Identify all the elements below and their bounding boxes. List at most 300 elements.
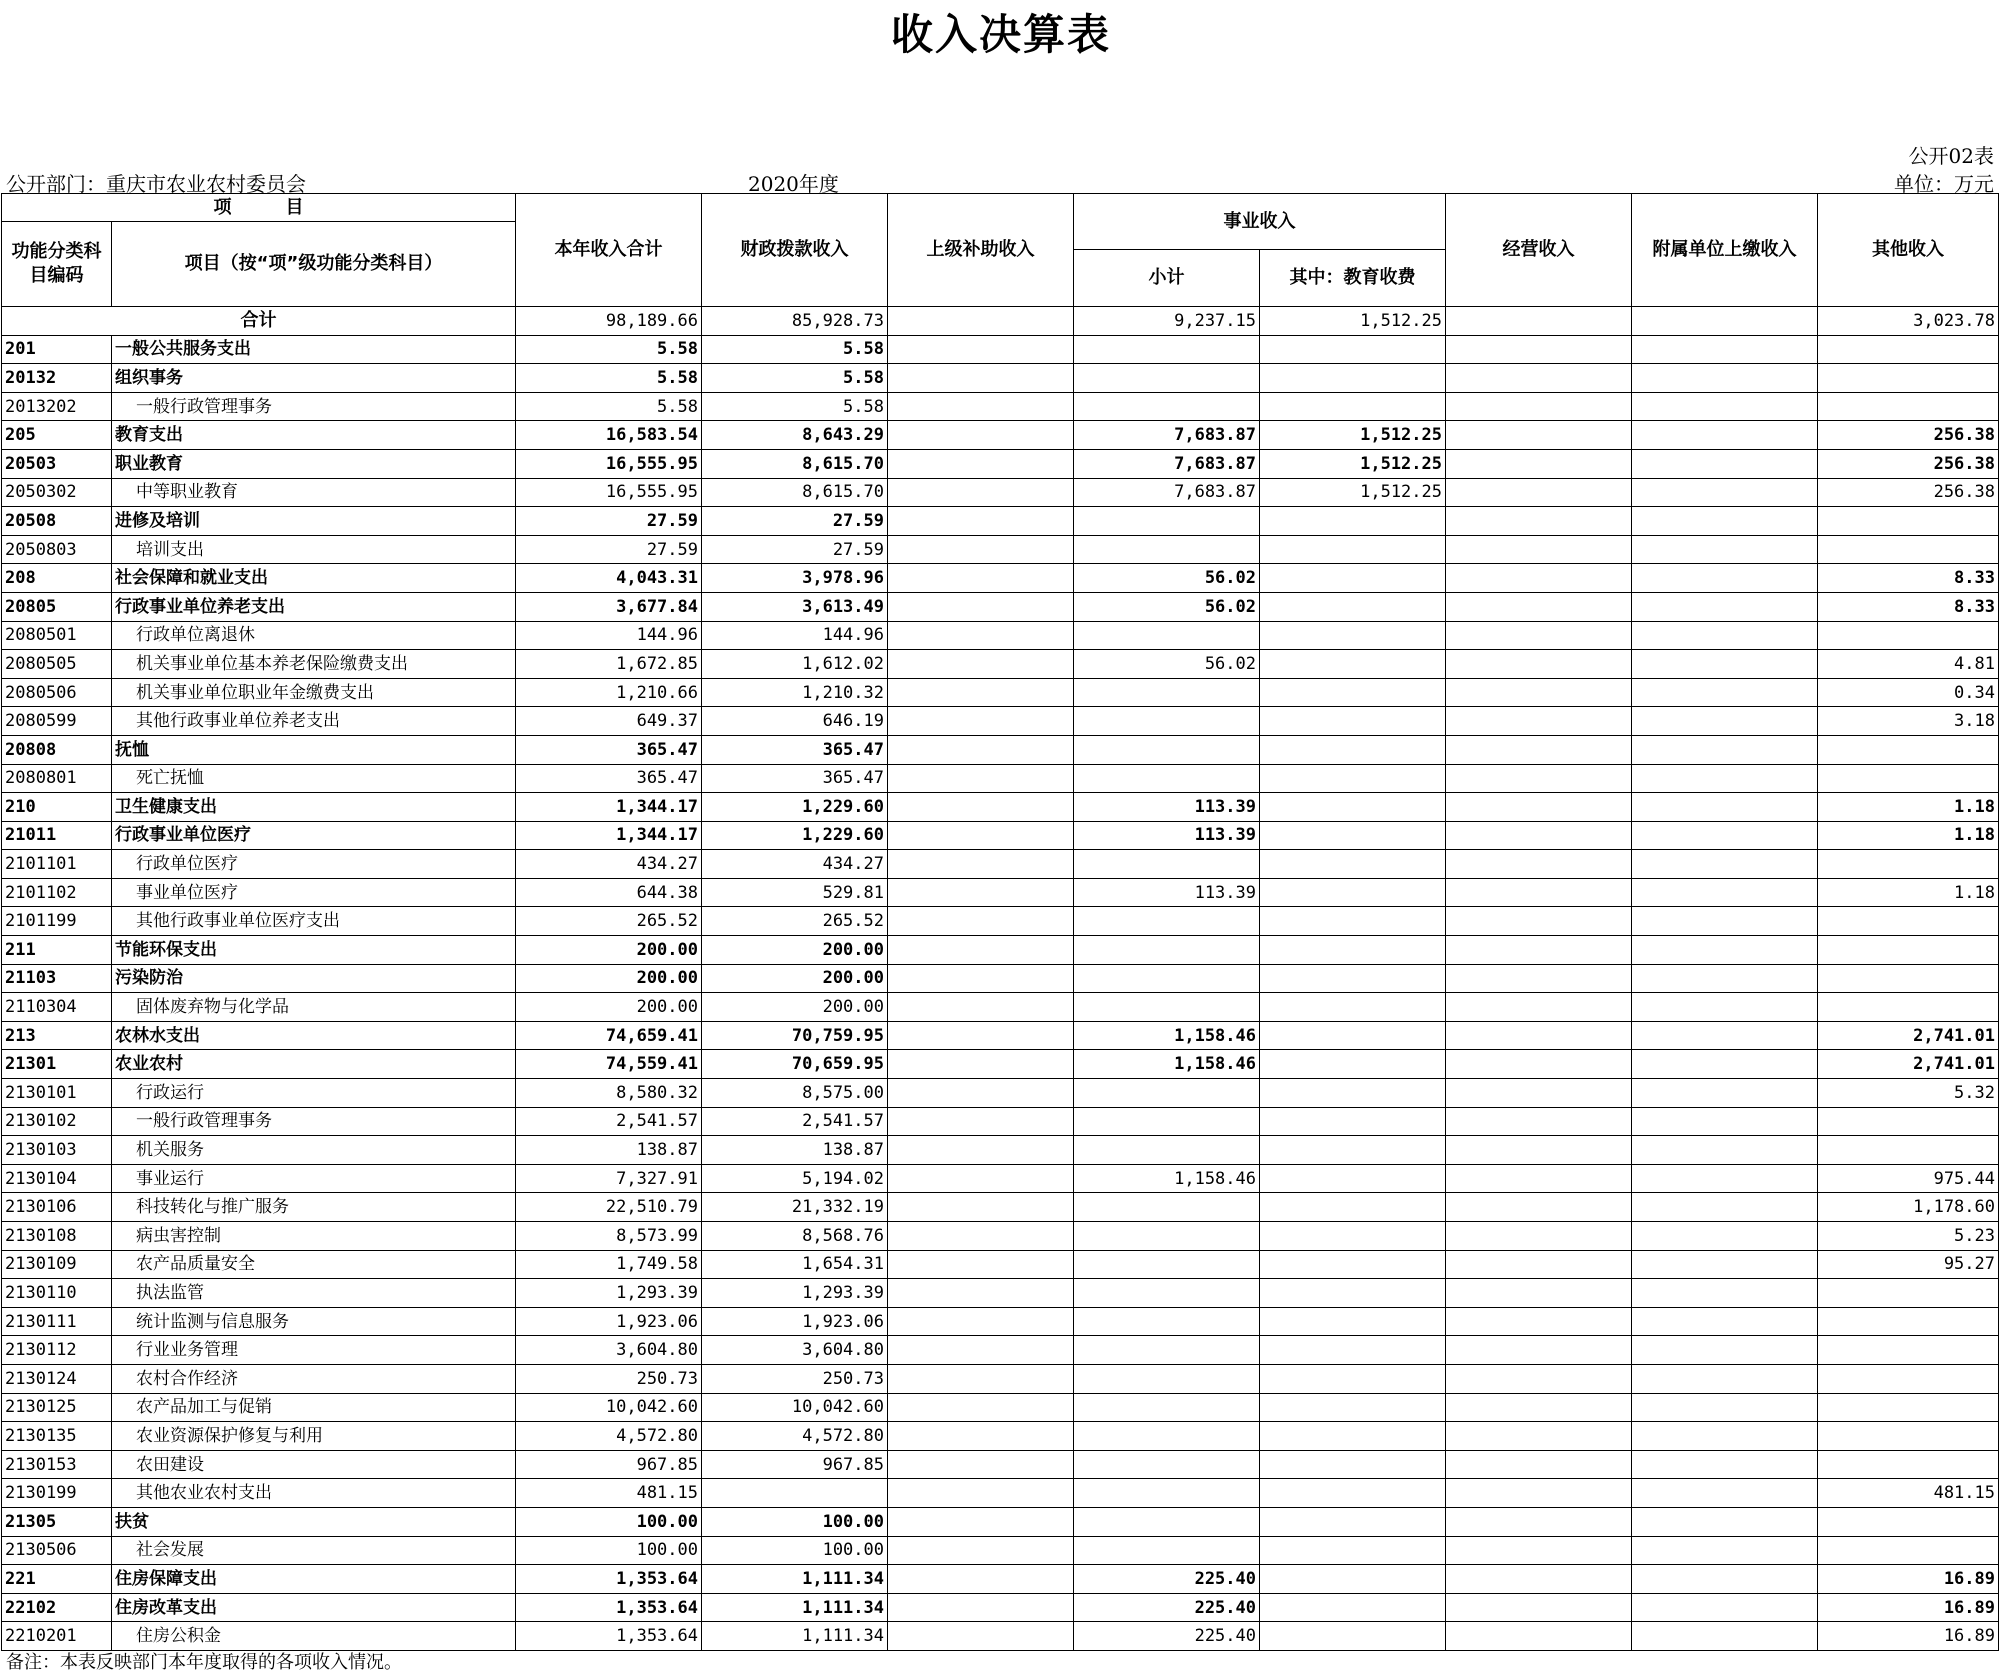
operating-cell	[1446, 764, 1632, 793]
superior-cell	[888, 678, 1074, 707]
operating-cell	[1446, 735, 1632, 764]
total-cell: 27.59	[516, 507, 702, 536]
superior-cell	[888, 421, 1074, 450]
edu-fee-cell	[1260, 535, 1446, 564]
superior-cell	[888, 1422, 1074, 1451]
operating-cell	[1446, 478, 1632, 507]
name-cell: 住房改革支出	[112, 1593, 516, 1622]
affiliated-cell	[1632, 1136, 1818, 1165]
edu-fee-cell	[1260, 564, 1446, 593]
superior-cell	[888, 936, 1074, 965]
total-cell: 138.87	[516, 1136, 702, 1165]
code-cell: 20503	[2, 449, 112, 478]
superior-cell	[888, 449, 1074, 478]
code-cell: 2130111	[2, 1307, 112, 1336]
code-cell: 20805	[2, 592, 112, 621]
edu-fee-cell	[1260, 1021, 1446, 1050]
other-cell: 16.89	[1818, 1565, 1999, 1594]
edu-fee-cell	[1260, 1164, 1446, 1193]
other-cell	[1818, 936, 1999, 965]
name-cell: 行政运行	[112, 1079, 516, 1108]
operating-cell	[1446, 993, 1632, 1022]
table-row	[2, 1136, 1999, 1165]
subtotal-cell	[1074, 936, 1260, 965]
affiliated-cell	[1632, 421, 1818, 450]
fiscal-cell: 70,759.95	[702, 1021, 888, 1050]
footnote: 备注：本表反映部门本年度取得的各项收入情况。	[6, 1652, 402, 1673]
operating-cell	[1446, 1050, 1632, 1079]
total-cell: 98,189.66	[516, 307, 702, 336]
table-row	[2, 1164, 1999, 1193]
affiliated-cell	[1632, 707, 1818, 736]
affiliated-cell	[1632, 564, 1818, 593]
code-cell: 2080599	[2, 707, 112, 736]
total-cell: 1,293.39	[516, 1279, 702, 1308]
fiscal-cell: 200.00	[702, 993, 888, 1022]
other-cell	[1818, 1307, 1999, 1336]
code-cell: 205	[2, 421, 112, 450]
other-cell	[1818, 735, 1999, 764]
table-row	[2, 1250, 1999, 1279]
superior-cell	[888, 1021, 1074, 1050]
affiliated-cell	[1632, 592, 1818, 621]
superior-cell	[888, 1307, 1074, 1336]
affiliated-cell	[1632, 335, 1818, 364]
other-cell	[1818, 1364, 1999, 1393]
fiscal-cell: 646.19	[702, 707, 888, 736]
fiscal-cell	[702, 1479, 888, 1508]
superior-cell	[888, 1193, 1074, 1222]
fiscal-cell: 4,572.80	[702, 1422, 888, 1451]
code-cell: 2130102	[2, 1107, 112, 1136]
edu-fee-cell	[1260, 1222, 1446, 1251]
table-row	[2, 449, 1999, 478]
total-cell: 16,583.54	[516, 421, 702, 450]
total-cell: 3,604.80	[516, 1336, 702, 1365]
total-cell: 8,580.32	[516, 1079, 702, 1108]
code-cell: 2080505	[2, 650, 112, 679]
fiscal-cell: 1,111.34	[702, 1593, 888, 1622]
name-cell: 抚恤	[112, 735, 516, 764]
name-cell: 行政事业单位医疗	[112, 821, 516, 850]
fiscal-cell: 5.58	[702, 364, 888, 393]
subtotal-cell: 9,237.15	[1074, 307, 1260, 336]
other-cell	[1818, 1336, 1999, 1365]
subtotal-cell: 225.40	[1074, 1622, 1260, 1651]
code-cell: 21103	[2, 964, 112, 993]
table-row	[2, 878, 1999, 907]
operating-cell	[1446, 1536, 1632, 1565]
year-label: 2020年度	[748, 172, 839, 196]
other-cell: 1.18	[1818, 793, 1999, 822]
table-row	[2, 535, 1999, 564]
other-cell	[1818, 364, 1999, 393]
edu-fee-cell	[1260, 1507, 1446, 1536]
header-edu-fee: 其中：教育收费	[1260, 250, 1446, 307]
edu-fee-cell	[1260, 821, 1446, 850]
other-cell	[1818, 392, 1999, 421]
table-row	[2, 392, 1999, 421]
edu-fee-cell	[1260, 1593, 1446, 1622]
total-label: 合计	[2, 307, 516, 336]
total-cell: 144.96	[516, 621, 702, 650]
operating-cell	[1446, 878, 1632, 907]
fiscal-cell: 1,111.34	[702, 1622, 888, 1651]
affiliated-cell	[1632, 793, 1818, 822]
total-row	[2, 307, 1999, 336]
superior-cell	[888, 1136, 1074, 1165]
superior-cell	[888, 1450, 1074, 1479]
total-cell: 3,677.84	[516, 592, 702, 621]
other-cell	[1818, 1536, 1999, 1565]
code-cell: 20132	[2, 364, 112, 393]
superior-cell	[888, 364, 1074, 393]
code-cell: 2130109	[2, 1250, 112, 1279]
table-row	[2, 335, 1999, 364]
code-cell: 211	[2, 936, 112, 965]
affiliated-cell	[1632, 478, 1818, 507]
total-cell: 434.27	[516, 850, 702, 879]
operating-cell	[1446, 421, 1632, 450]
total-cell: 5.58	[516, 364, 702, 393]
other-cell: 16.89	[1818, 1622, 1999, 1651]
affiliated-cell	[1632, 507, 1818, 536]
fiscal-cell: 434.27	[702, 850, 888, 879]
code-cell: 20508	[2, 507, 112, 536]
fiscal-cell: 8,568.76	[702, 1222, 888, 1251]
total-cell: 649.37	[516, 707, 702, 736]
operating-cell	[1446, 621, 1632, 650]
subtotal-cell	[1074, 735, 1260, 764]
subtotal-cell	[1074, 964, 1260, 993]
subtotal-cell	[1074, 1364, 1260, 1393]
superior-cell	[888, 1336, 1074, 1365]
subtotal-cell: 113.39	[1074, 793, 1260, 822]
name-cell: 机关服务	[112, 1136, 516, 1165]
total-cell: 74,559.41	[516, 1050, 702, 1079]
table-row	[2, 1021, 1999, 1050]
affiliated-cell	[1632, 936, 1818, 965]
table-row	[2, 364, 1999, 393]
superior-cell	[888, 307, 1074, 336]
superior-cell	[888, 1222, 1074, 1251]
other-cell	[1818, 1422, 1999, 1451]
name-cell: 一般行政管理事务	[112, 1107, 516, 1136]
name-cell: 节能环保支出	[112, 936, 516, 965]
code-cell: 2050302	[2, 478, 112, 507]
affiliated-cell	[1632, 850, 1818, 879]
operating-cell	[1446, 1307, 1632, 1336]
code-cell: 2130153	[2, 1450, 112, 1479]
superior-cell	[888, 535, 1074, 564]
edu-fee-cell	[1260, 592, 1446, 621]
edu-fee-cell: 1,512.25	[1260, 449, 1446, 478]
fiscal-cell: 529.81	[702, 878, 888, 907]
subtotal-cell	[1074, 1507, 1260, 1536]
fiscal-cell: 5.58	[702, 392, 888, 421]
affiliated-cell	[1632, 1507, 1818, 1536]
table-row	[2, 1593, 1999, 1622]
superior-cell	[888, 993, 1074, 1022]
operating-cell	[1446, 1136, 1632, 1165]
operating-cell	[1446, 1565, 1632, 1594]
affiliated-cell	[1632, 1393, 1818, 1422]
table-row	[2, 793, 1999, 822]
code-cell: 2130125	[2, 1393, 112, 1422]
code-cell: 2130103	[2, 1136, 112, 1165]
total-cell: 967.85	[516, 1450, 702, 1479]
header-operating: 经营收入	[1446, 194, 1632, 307]
superior-cell	[888, 478, 1074, 507]
edu-fee-cell	[1260, 1422, 1446, 1451]
other-cell: 975.44	[1818, 1164, 1999, 1193]
table-row	[2, 1364, 1999, 1393]
edu-fee-cell	[1260, 793, 1446, 822]
fiscal-cell: 365.47	[702, 764, 888, 793]
total-cell: 481.15	[516, 1479, 702, 1508]
subtotal-cell: 56.02	[1074, 592, 1260, 621]
operating-cell	[1446, 1279, 1632, 1308]
subtotal-cell	[1074, 707, 1260, 736]
superior-cell	[888, 1479, 1074, 1508]
code-cell: 213	[2, 1021, 112, 1050]
edu-fee-cell	[1260, 936, 1446, 965]
total-cell: 27.59	[516, 535, 702, 564]
code-cell: 2050803	[2, 535, 112, 564]
subtotal-cell: 113.39	[1074, 821, 1260, 850]
code-cell: 2130110	[2, 1279, 112, 1308]
name-cell: 培训支出	[112, 535, 516, 564]
name-cell: 事业单位医疗	[112, 878, 516, 907]
operating-cell	[1446, 1079, 1632, 1108]
fiscal-cell: 365.47	[702, 735, 888, 764]
affiliated-cell	[1632, 650, 1818, 679]
edu-fee-cell	[1260, 392, 1446, 421]
total-cell: 1,344.17	[516, 821, 702, 850]
table-row	[2, 1393, 1999, 1422]
superior-cell	[888, 1107, 1074, 1136]
page-title: 收入决算表	[890, 10, 1111, 59]
table-row	[2, 1279, 1999, 1308]
operating-cell	[1446, 1107, 1632, 1136]
total-cell: 200.00	[516, 936, 702, 965]
table-row	[2, 764, 1999, 793]
table-row	[2, 821, 1999, 850]
fiscal-cell: 1,229.60	[702, 793, 888, 822]
subtotal-cell	[1074, 850, 1260, 879]
unit-label: 单位：万元	[1894, 172, 1994, 196]
total-cell: 1,353.64	[516, 1622, 702, 1651]
other-cell: 256.38	[1818, 449, 1999, 478]
subtotal-cell	[1074, 1422, 1260, 1451]
superior-cell	[888, 1536, 1074, 1565]
edu-fee-cell	[1260, 764, 1446, 793]
header-code: 功能分类科目编码	[2, 222, 112, 307]
fiscal-cell: 1,612.02	[702, 650, 888, 679]
other-cell: 256.38	[1818, 421, 1999, 450]
edu-fee-cell	[1260, 507, 1446, 536]
edu-fee-cell	[1260, 1565, 1446, 1594]
edu-fee-cell	[1260, 993, 1446, 1022]
name-cell: 统计监测与信息服务	[112, 1307, 516, 1336]
operating-cell	[1446, 821, 1632, 850]
edu-fee-cell: 1,512.25	[1260, 421, 1446, 450]
name-cell: 社会保障和就业支出	[112, 564, 516, 593]
name-cell: 行政单位离退休	[112, 621, 516, 650]
subtotal-cell	[1074, 1250, 1260, 1279]
affiliated-cell	[1632, 1422, 1818, 1451]
fiscal-cell: 3,604.80	[702, 1336, 888, 1365]
affiliated-cell	[1632, 1222, 1818, 1251]
name-cell: 农业资源保护修复与利用	[112, 1422, 516, 1451]
superior-cell	[888, 335, 1074, 364]
table-row	[2, 735, 1999, 764]
table-row	[2, 421, 1999, 450]
table-row	[2, 707, 1999, 736]
total-cell: 5.58	[516, 335, 702, 364]
table-row	[2, 1107, 1999, 1136]
name-cell: 扶贫	[112, 1507, 516, 1536]
operating-cell	[1446, 1164, 1632, 1193]
code-cell: 2130112	[2, 1336, 112, 1365]
subtotal-cell	[1074, 364, 1260, 393]
edu-fee-cell	[1260, 1079, 1446, 1108]
operating-cell	[1446, 707, 1632, 736]
table-row	[2, 564, 1999, 593]
fiscal-cell: 3,978.96	[702, 564, 888, 593]
affiliated-cell	[1632, 449, 1818, 478]
name-cell: 卫生健康支出	[112, 793, 516, 822]
code-cell: 2210201	[2, 1622, 112, 1651]
edu-fee-cell	[1260, 878, 1446, 907]
code-cell: 2130135	[2, 1422, 112, 1451]
subtotal-cell: 7,683.87	[1074, 421, 1260, 450]
other-cell	[1818, 535, 1999, 564]
subtotal-cell: 225.40	[1074, 1593, 1260, 1622]
code-cell: 2080506	[2, 678, 112, 707]
fiscal-cell: 250.73	[702, 1364, 888, 1393]
edu-fee-cell	[1260, 1193, 1446, 1222]
fiscal-cell: 1,654.31	[702, 1250, 888, 1279]
subtotal-cell	[1074, 907, 1260, 936]
operating-cell	[1446, 592, 1632, 621]
fiscal-cell: 2,541.57	[702, 1107, 888, 1136]
subtotal-cell: 1,158.46	[1074, 1164, 1260, 1193]
edu-fee-cell	[1260, 335, 1446, 364]
subtotal-cell	[1074, 1450, 1260, 1479]
total-cell: 4,572.80	[516, 1422, 702, 1451]
affiliated-cell	[1632, 1479, 1818, 1508]
affiliated-cell	[1632, 1565, 1818, 1594]
operating-cell	[1446, 535, 1632, 564]
name-cell: 行政事业单位养老支出	[112, 592, 516, 621]
code-cell: 221	[2, 1565, 112, 1594]
total-cell: 74,659.41	[516, 1021, 702, 1050]
subtotal-cell	[1074, 1479, 1260, 1508]
subtotal-cell	[1074, 1307, 1260, 1336]
superior-cell	[888, 707, 1074, 736]
total-cell: 16,555.95	[516, 478, 702, 507]
affiliated-cell	[1632, 364, 1818, 393]
code-cell: 2080801	[2, 764, 112, 793]
superior-cell	[888, 793, 1074, 822]
other-cell	[1818, 1279, 1999, 1308]
other-cell: 1.18	[1818, 821, 1999, 850]
other-cell: 5.32	[1818, 1079, 1999, 1108]
fiscal-cell: 144.96	[702, 621, 888, 650]
affiliated-cell	[1632, 1164, 1818, 1193]
superior-cell	[888, 507, 1074, 536]
edu-fee-cell	[1260, 1536, 1446, 1565]
operating-cell	[1446, 1507, 1632, 1536]
table-row	[2, 907, 1999, 936]
affiliated-cell	[1632, 1307, 1818, 1336]
other-cell: 3.18	[1818, 707, 1999, 736]
header-superior: 上级补助收入	[888, 194, 1074, 307]
edu-fee-cell	[1260, 735, 1446, 764]
operating-cell	[1446, 392, 1632, 421]
edu-fee-cell	[1260, 1279, 1446, 1308]
edu-fee-cell	[1260, 1336, 1446, 1365]
table-row	[2, 936, 1999, 965]
code-cell: 22102	[2, 1593, 112, 1622]
subtotal-cell: 113.39	[1074, 878, 1260, 907]
table-row	[2, 621, 1999, 650]
code-cell: 2130506	[2, 1536, 112, 1565]
other-cell: 4.81	[1818, 650, 1999, 679]
total-cell: 1,353.64	[516, 1593, 702, 1622]
code-cell: 2101102	[2, 878, 112, 907]
table-row	[2, 650, 1999, 679]
name-cell: 进修及培训	[112, 507, 516, 536]
name-cell: 职业教育	[112, 449, 516, 478]
operating-cell	[1446, 1021, 1632, 1050]
superior-cell	[888, 850, 1074, 879]
header-total: 本年收入合计	[516, 194, 702, 307]
name-cell: 农业农村	[112, 1050, 516, 1079]
affiliated-cell	[1632, 1450, 1818, 1479]
other-cell: 2,741.01	[1818, 1050, 1999, 1079]
name-cell: 农产品加工与促销	[112, 1393, 516, 1422]
edu-fee-cell	[1260, 707, 1446, 736]
other-cell: 1,178.60	[1818, 1193, 1999, 1222]
code-cell: 2110304	[2, 993, 112, 1022]
total-cell: 2,541.57	[516, 1107, 702, 1136]
superior-cell	[888, 964, 1074, 993]
code-cell: 2080501	[2, 621, 112, 650]
affiliated-cell	[1632, 307, 1818, 336]
edu-fee-cell	[1260, 964, 1446, 993]
edu-fee-cell	[1260, 364, 1446, 393]
affiliated-cell	[1632, 1279, 1818, 1308]
operating-cell	[1446, 449, 1632, 478]
superior-cell	[888, 735, 1074, 764]
affiliated-cell	[1632, 1079, 1818, 1108]
department-label: 公开部门：重庆市农业农村委员会	[6, 172, 306, 196]
subtotal-cell	[1074, 507, 1260, 536]
name-cell: 机关事业单位基本养老保险缴费支出	[112, 650, 516, 679]
fiscal-cell: 3,613.49	[702, 592, 888, 621]
form-number: 公开02表	[1908, 144, 1994, 168]
table-row	[2, 1193, 1999, 1222]
total-cell: 100.00	[516, 1507, 702, 1536]
total-cell: 5.58	[516, 392, 702, 421]
table-row	[2, 507, 1999, 536]
code-cell: 21305	[2, 1507, 112, 1536]
operating-cell	[1446, 1193, 1632, 1222]
operating-cell	[1446, 564, 1632, 593]
fiscal-cell: 8,575.00	[702, 1079, 888, 1108]
